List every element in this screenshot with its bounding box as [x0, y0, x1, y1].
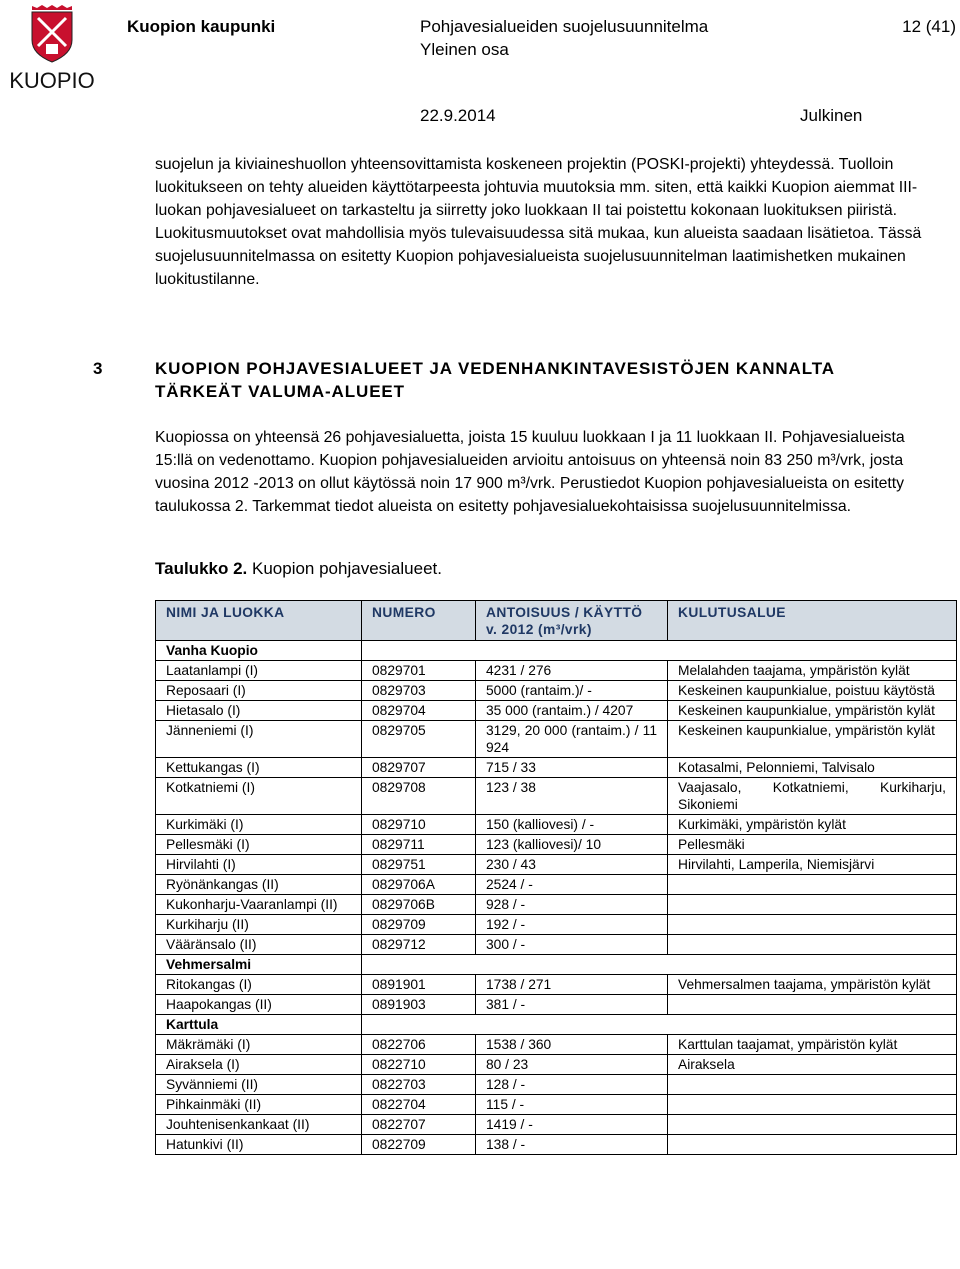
- group-empty-cell: [362, 955, 957, 975]
- yield-usage-cell: 123 (kalliovesi)/ 10: [476, 835, 668, 855]
- consumption-area-cell: Karttulan taajamat, ympäristön kylät: [668, 1035, 957, 1055]
- area-name-cell: Kurkimäki (I): [156, 815, 362, 835]
- yield-usage-cell: 150 (kalliovesi) / -: [476, 815, 668, 835]
- table-row: [156, 701, 957, 721]
- consumption-area-cell: Vehmersalmen taajama, ympäristön kylät: [668, 975, 957, 995]
- table-row: [156, 855, 957, 875]
- group-empty-cell: [362, 1015, 957, 1035]
- groundwater-areas-table: [155, 600, 957, 1155]
- area-name-cell: Kettukangas (I): [156, 758, 362, 778]
- area-name-cell: Kotkatniemi (I): [156, 778, 362, 815]
- area-name-cell: Pellesmäki (I): [156, 835, 362, 855]
- area-name-cell: Hatunkivi (II): [156, 1135, 362, 1155]
- table-row: [156, 975, 957, 995]
- table-row: [156, 895, 957, 915]
- area-number-cell: 0829708: [362, 778, 476, 815]
- header-cell: KULUTUSALUE: [668, 601, 957, 641]
- consumption-area-cell: [668, 875, 957, 895]
- area-number-cell: 0829704: [362, 701, 476, 721]
- area-name-cell: Laatanlampi (I): [156, 661, 362, 681]
- yield-usage-cell: 300 / -: [476, 935, 668, 955]
- area-name-cell: Pihkainmäki (II): [156, 1095, 362, 1115]
- yield-usage-cell: 1738 / 271: [476, 975, 668, 995]
- consumption-area-cell: Kurkimäki, ympäristön kylät: [668, 815, 957, 835]
- group-empty-cell: [362, 641, 957, 661]
- table-row: [156, 1035, 957, 1055]
- section-paragraph: Kuopiossa on yhteensä 26 pohjavesialuetta, joista 15 kuuluu luokkaan I ja 11 luokkaan II. Pohjavesialueista 15:llä on vedenottamo. Kuopion pohjavesialueiden arvioitu antoisuus on yhteensä noin 83 250 m³/vrk, josta vuosina 2012 -2013 on ollut käytössä noin 17 900 m³/vrk. Perustiedot Kuopion pohjavesialueista on esitetty taulukossa 2. Tarkemmat tiedot alueista on esitetty pohjavesialuekohtaisissa suojelusuunnitelmissa.: [155, 429, 905, 515]
- consumption-area-cell: [668, 995, 957, 1015]
- area-name-cell: Vääränsalo (II): [156, 935, 362, 955]
- table-row: [156, 1135, 957, 1155]
- area-name-cell: Airaksela (I): [156, 1055, 362, 1075]
- table-caption-text: Kuopion pohjavesialueet.: [247, 559, 442, 578]
- consumption-area-cell: [668, 935, 957, 955]
- area-number-cell: 0829706B: [362, 895, 476, 915]
- yield-usage-cell: 928 / -: [476, 895, 668, 915]
- consumption-area-cell: Vaajasalo, Kotkatniemi, Kurkiharju, Sikoniemi: [668, 778, 957, 815]
- consumption-area-cell: [668, 1135, 957, 1155]
- area-name-cell: Mäkrämäki (I): [156, 1035, 362, 1055]
- table-row: [156, 1095, 957, 1115]
- area-number-cell: 0822707: [362, 1115, 476, 1135]
- area-name-cell: Jouhtenisenkankaat (II): [156, 1115, 362, 1135]
- area-number-cell: 0829711: [362, 835, 476, 855]
- consumption-area-cell: [668, 915, 957, 935]
- consumption-area-cell: Keskeinen kaupunkialue, poistuu käytöstä: [668, 681, 957, 701]
- area-name-cell: Haapokangas (II): [156, 995, 362, 1015]
- table-row: [156, 778, 957, 815]
- kuopio-coat-of-arms-icon: [2, 2, 102, 94]
- document-part: Yleinen osa: [420, 40, 509, 59]
- consumption-area-cell: [668, 1075, 957, 1095]
- area-number-cell: 0822709: [362, 1135, 476, 1155]
- consumption-area-cell: [668, 1095, 957, 1115]
- table-header-row: [156, 601, 957, 641]
- table-row: [156, 721, 957, 758]
- yield-usage-cell: 80 / 23: [476, 1055, 668, 1075]
- yield-usage-cell: 3129, 20 000 (rantaim.) / 11 924: [476, 721, 668, 758]
- table-row: [156, 915, 957, 935]
- document-classification: Julkinen: [800, 106, 863, 125]
- area-number-cell: 0891901: [362, 975, 476, 995]
- group-label: Vehmersalmi: [156, 955, 362, 975]
- yield-usage-cell: 4231 / 276: [476, 661, 668, 681]
- area-number-cell: 0829707: [362, 758, 476, 778]
- area-name-cell: Reposaari (I): [156, 681, 362, 701]
- area-number-cell: 0829709: [362, 915, 476, 935]
- table-row: [156, 1075, 957, 1095]
- area-number-cell: 0822703: [362, 1075, 476, 1095]
- area-number-cell: 0829710: [362, 815, 476, 835]
- table-row: [156, 1055, 957, 1075]
- table-row: [156, 815, 957, 835]
- table-group-row: [156, 641, 957, 661]
- table-row: [156, 758, 957, 778]
- section-number: 3: [93, 359, 104, 378]
- area-name-cell: Jänneniemi (I): [156, 721, 362, 758]
- table-caption: [155, 559, 442, 579]
- yield-usage-cell: 128 / -: [476, 1075, 668, 1095]
- header-cell: NUMERO: [362, 601, 476, 641]
- table-caption-label: Taulukko 2.: [155, 559, 248, 578]
- yield-usage-cell: 1538 / 360: [476, 1035, 668, 1055]
- organization-name: Kuopion kaupunki: [127, 17, 276, 36]
- consumption-area-cell: Keskeinen kaupunkialue, ympäristön kylät: [668, 721, 957, 758]
- page-number: 12 (41): [902, 17, 956, 36]
- area-name-cell: Syvänniemi (II): [156, 1075, 362, 1095]
- yield-usage-cell: 123 / 38: [476, 778, 668, 815]
- consumption-area-cell: Pellesmäki: [668, 835, 957, 855]
- table-group-row: [156, 1015, 957, 1035]
- svg-text:KUOPIO: KUOPIO: [9, 68, 95, 93]
- yield-usage-cell: 381 / -: [476, 995, 668, 1015]
- area-number-cell: 0829712: [362, 935, 476, 955]
- table-body: [156, 641, 957, 1155]
- yield-usage-cell: 35 000 (rantaim.) / 4207: [476, 701, 668, 721]
- area-number-cell: 0829703: [362, 681, 476, 701]
- consumption-area-cell: [668, 1115, 957, 1135]
- header-cell: ANTOISUUS / KÄYTTÖ v. 2012 (m³/vrk): [476, 601, 668, 641]
- table-row: [156, 995, 957, 1015]
- area-number-cell: 0822704: [362, 1095, 476, 1115]
- table-row: [156, 681, 957, 701]
- yield-usage-cell: 230 / 43: [476, 855, 668, 875]
- table-row: [156, 835, 957, 855]
- area-number-cell: 0829706A: [362, 875, 476, 895]
- area-name-cell: Hietasalo (I): [156, 701, 362, 721]
- area-number-cell: 0829705: [362, 721, 476, 758]
- table-row: [156, 875, 957, 895]
- header-cell: NIMI JA LUOKKA: [156, 601, 362, 641]
- yield-usage-cell: 138 / -: [476, 1135, 668, 1155]
- area-number-cell: 0829701: [362, 661, 476, 681]
- yield-usage-cell: 192 / -: [476, 915, 668, 935]
- table-group-row: [156, 955, 957, 975]
- area-number-cell: 0891903: [362, 995, 476, 1015]
- table-row: [156, 661, 957, 681]
- yield-usage-cell: 5000 (rantaim.)/ -: [476, 681, 668, 701]
- consumption-area-cell: [668, 895, 957, 915]
- yield-usage-cell: 2524 / -: [476, 875, 668, 895]
- kuopio-logo: [2, 2, 102, 94]
- yield-usage-cell: 1419 / -: [476, 1115, 668, 1135]
- consumption-area-cell: Kotasalmi, Pelonniemi, Talvisalo: [668, 758, 957, 778]
- group-label: Karttula: [156, 1015, 362, 1035]
- group-label: Vanha Kuopio: [156, 641, 362, 661]
- table-row: [156, 1115, 957, 1135]
- area-name-cell: Ritokangas (I): [156, 975, 362, 995]
- consumption-area-cell: Keskeinen kaupunkialue, ympäristön kylät: [668, 701, 957, 721]
- section-title: KUOPION POHJAVESIALUEET JA VEDENHANKINTAVESISTÖJEN KANNALTA TÄRKEÄT VALUMA-ALUEET: [155, 359, 835, 401]
- area-number-cell: 0829751: [362, 855, 476, 875]
- consumption-area-cell: Hirvilahti, Lamperila, Niemisjärvi: [668, 855, 957, 875]
- area-name-cell: Ryönänkangas (II): [156, 875, 362, 895]
- area-name-cell: Hirvilahti (I): [156, 855, 362, 875]
- area-name-cell: Kukonharju-Vaaranlampi (II): [156, 895, 362, 915]
- document-date: 22.9.2014: [420, 106, 496, 125]
- intro-paragraph: suojelun ja kiviaineshuollon yhteensovittamista koskeneen projektin (POSKI-projekti) yhteydessä. Tuolloin luokitukseen on tehty alueiden käyttötarpeesta johtuvia muutoksia mm. siten, että kaikki Kuopion aiemmat III-luokan pohjavesialueet on tarkasteltu ja siirretty joko luokkaan II tai poistettu kokonaan luokituksen piiristä. Luokitusmuutokset ovat mahdollisia myös tulevaisuudessa sitä mukaa, kun alueista saadaan lisätietoa. Tässä suojelusuunnitelmassa on esitetty Kuopion pohjavesialueista suojelusuunnitelman laatimishetken mukainen luokitustilanne.: [155, 156, 922, 288]
- table-row: [156, 935, 957, 955]
- document-title: Pohjavesialueiden suojelusuunnitelma: [420, 17, 709, 36]
- area-name-cell: Kurkiharju (II): [156, 915, 362, 935]
- consumption-area-cell: Airaksela: [668, 1055, 957, 1075]
- area-number-cell: 0822710: [362, 1055, 476, 1075]
- yield-usage-cell: 715 / 33: [476, 758, 668, 778]
- consumption-area-cell: Melalahden taajama, ympäristön kylät: [668, 661, 957, 681]
- area-number-cell: 0822706: [362, 1035, 476, 1055]
- yield-usage-cell: 115 / -: [476, 1095, 668, 1115]
